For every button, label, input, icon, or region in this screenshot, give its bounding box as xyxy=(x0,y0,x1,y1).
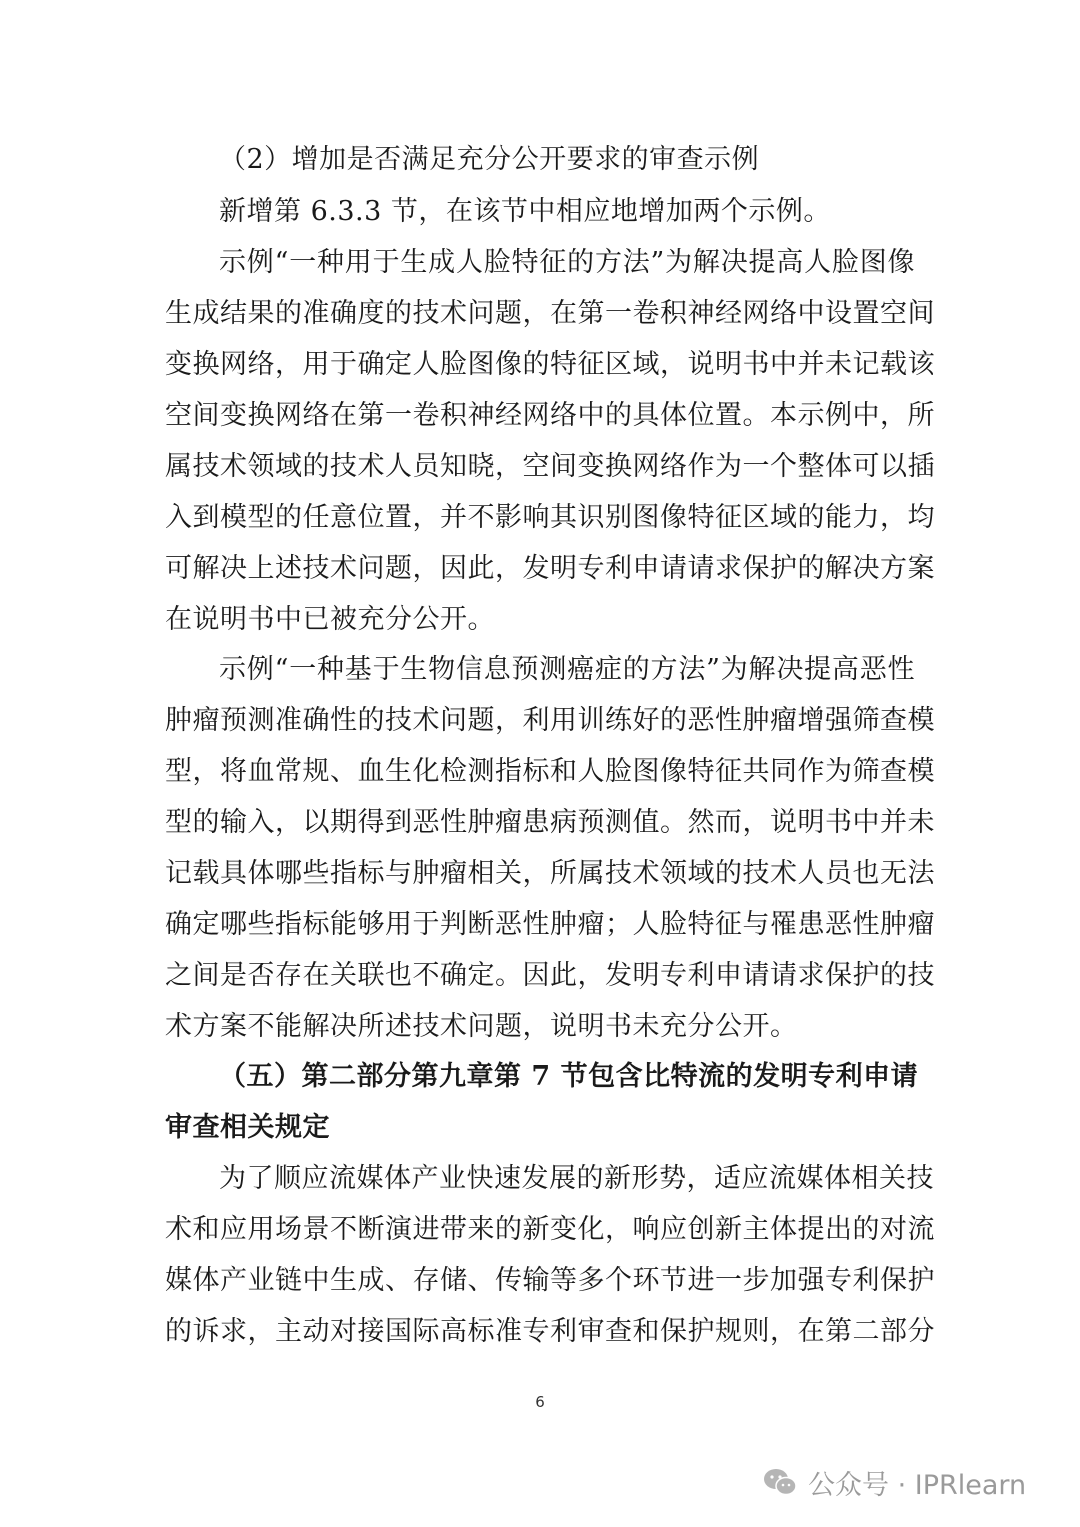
watermark-text: 公众号 · IPRlearn xyxy=(808,1469,1027,1501)
paragraph-line: 生成结果的准确度的技术问题，在第一卷积神经网络中设置空间 xyxy=(165,298,935,329)
paragraph-line: 型的输入，以期得到恶性肿瘤患病预测值。然而，说明书中并未 xyxy=(165,807,935,838)
paragraph-line: 术方案不能解决所述技术问题，说明书未充分公开。 xyxy=(165,1011,798,1042)
paragraph-line: 示例“一种用于生成人脸特征的方法”为解决提高人脸图像 xyxy=(219,247,915,278)
paragraph-line: 记载具体哪些指标与肿瘤相关，所属技术领域的技术人员也无法 xyxy=(165,858,935,889)
paragraph-line: 变换网络，用于确定人脸图像的特征区域，说明书中并未记载该 xyxy=(165,349,935,380)
paragraph-line: 空间变换网络在第一卷积神经网络中的具体位置。本示例中，所 xyxy=(165,400,935,431)
paragraph-line: 入到模型的任意位置，并不影响其识别图像特征区域的能力，均 xyxy=(165,502,935,533)
paragraph-line: 型，将血常规、血生化检测指标和人脸图像特征共同作为筛查模 xyxy=(165,756,935,787)
paragraph-line: 属技术领域的技术人员知晓，空间变换网络作为一个整体可以插 xyxy=(165,451,935,482)
subheading-2: （2）增加是否满足充分公开要求的审查示例 xyxy=(219,144,760,175)
wechat-icon xyxy=(762,1467,798,1497)
paragraph-line: 术和应用场景不断演进带来的新变化，响应创新主体提出的对流 xyxy=(165,1214,935,1245)
paragraph-line: 的诉求，主动对接国际高标准专利审查和保护规则，在第二部分 xyxy=(165,1316,935,1347)
paragraph-line: 肿瘤预测准确性的技术问题，利用训练好的恶性肿瘤增强筛查模 xyxy=(165,705,935,736)
section-heading: 审查相关规定 xyxy=(165,1112,330,1143)
paragraph-line: 媒体产业链中生成、存储、传输等多个环节进一步加强专利保护 xyxy=(165,1265,935,1296)
paragraph-line: 示例“一种基于生物信息预测癌症的方法”为解决提高恶性 xyxy=(219,654,915,685)
paragraph-line: 确定哪些指标能够用于判断恶性肿瘤；人脸特征与罹患恶性肿瘤 xyxy=(165,909,935,940)
paragraph-line: 可解决上述技术问题，因此，发明专利申请请求保护的解决方案 xyxy=(165,553,935,584)
page-number: 6 xyxy=(535,1393,545,1411)
paragraph-line: 新增第 6.3.3 节，在该节中相应地增加两个示例。 xyxy=(219,196,831,227)
watermark xyxy=(762,1462,1026,1502)
paragraph-line: 为了顺应流媒体产业快速发展的新形势，适应流媒体相关技 xyxy=(219,1163,934,1194)
paragraph-line: 在说明书中已被充分公开。 xyxy=(165,604,495,635)
paragraph-line: 之间是否存在关联也不确定。因此，发明专利申请请求保护的技 xyxy=(165,960,935,991)
section-heading: （五）第二部分第九章第 7 节包含比特流的发明专利申请 xyxy=(219,1061,919,1092)
